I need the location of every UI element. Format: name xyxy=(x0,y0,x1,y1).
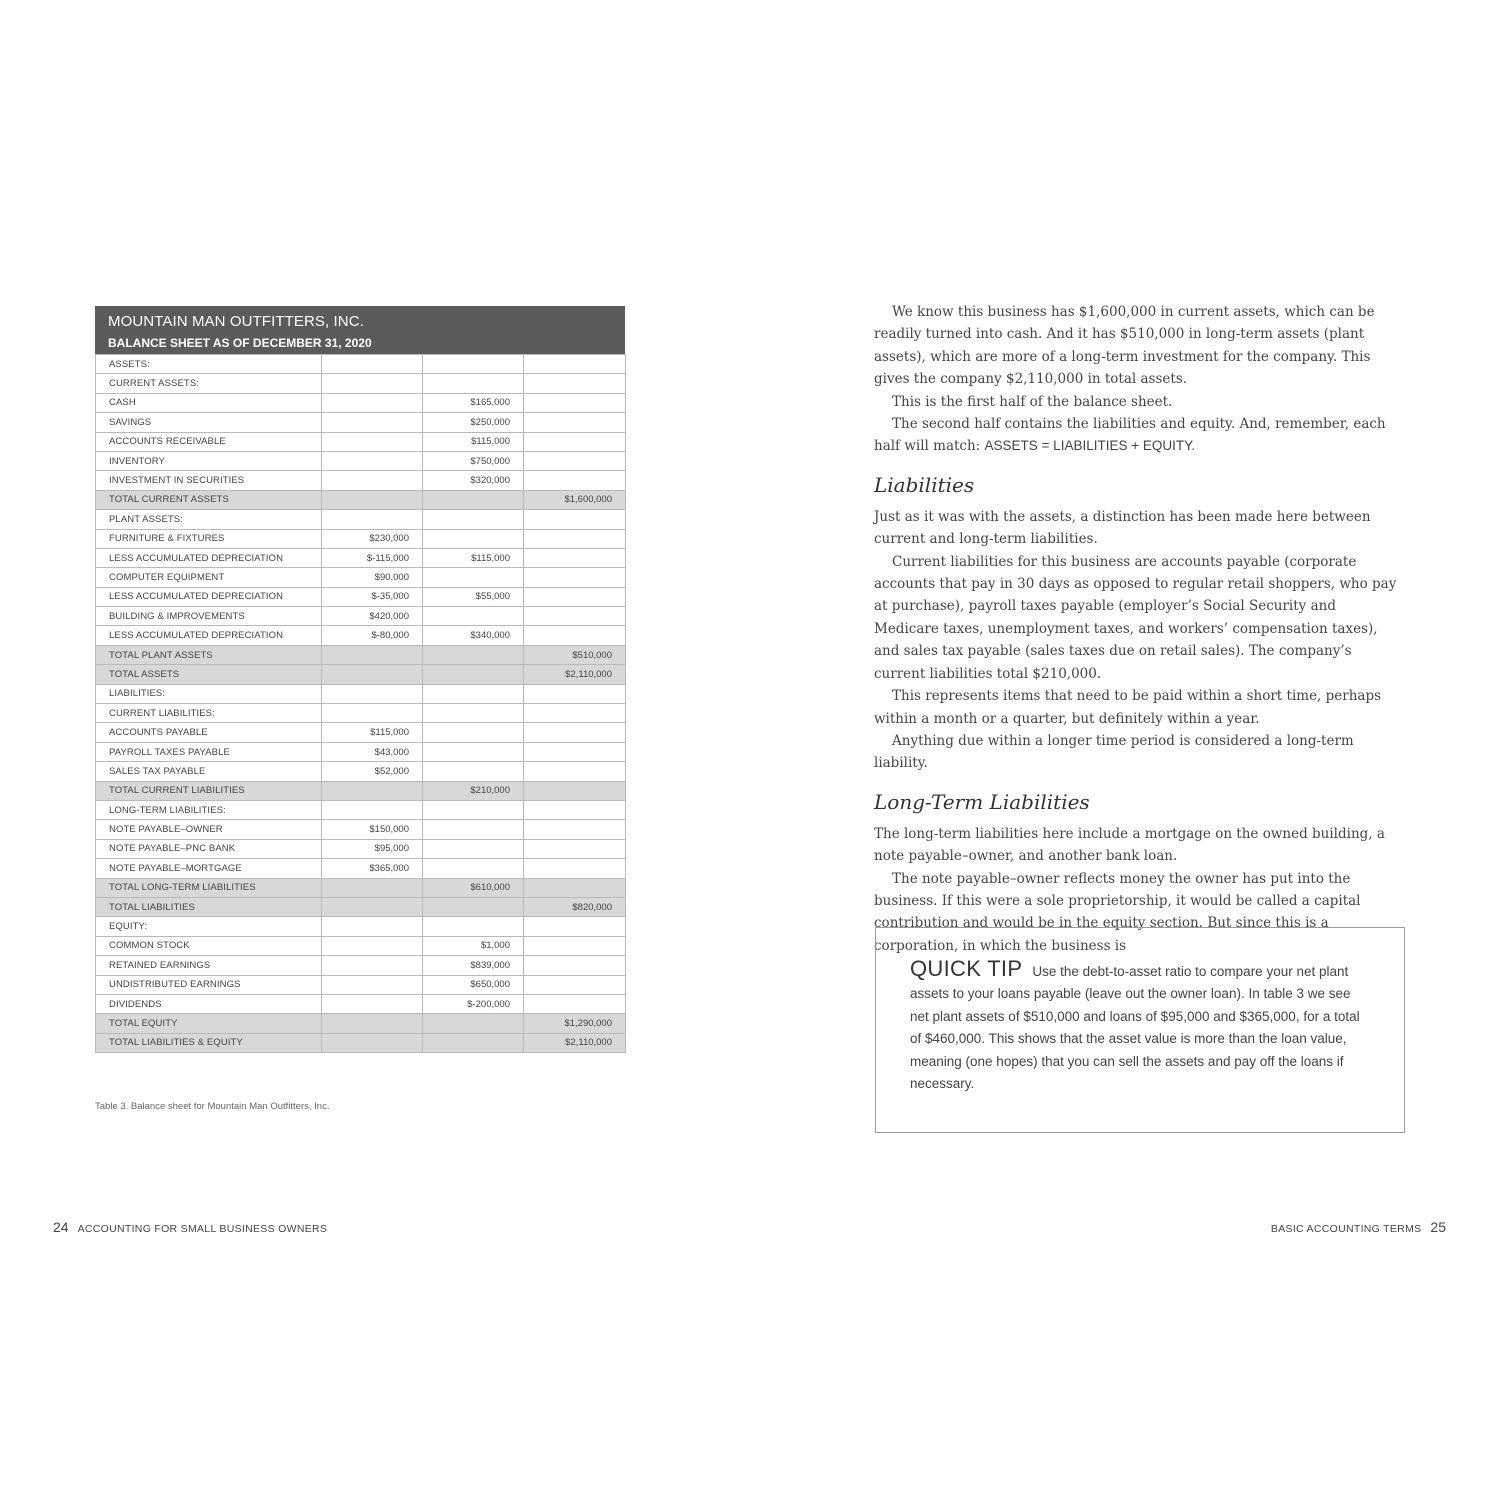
section-heading-long-term-liabilities: Long-Term Liabilities xyxy=(874,789,1090,814)
cell-col3 xyxy=(524,451,626,470)
cell-col3 xyxy=(524,607,626,626)
cell-col2 xyxy=(423,704,524,723)
row-label: COMPUTER EQUIPMENT xyxy=(96,568,322,587)
row-label: PAYROLL TAXES PAYABLE xyxy=(96,742,322,761)
cell-col3: $2,110,000 xyxy=(524,1033,626,1052)
cell-col2 xyxy=(423,355,524,374)
cell-col1: $-35,000 xyxy=(322,587,423,606)
row-label: SAVINGS xyxy=(96,413,322,432)
cell-col3: $2,110,000 xyxy=(524,665,626,684)
table-row xyxy=(96,548,626,567)
row-label: INVENTORY xyxy=(96,451,322,470)
paragraph: The note payable–owner reflects money the owner has put into the business. If this were a sole proprietorship, it would be called a capital contribution and would be in the equity section. But since this is a corporation, in which the business is xyxy=(874,870,1361,954)
balance-sheet-subtitle: BALANCE SHEET AS OF DECEMBER 31, 2020 xyxy=(108,336,372,350)
cell-col2 xyxy=(423,723,524,742)
table-row xyxy=(96,859,626,878)
cell-col1 xyxy=(322,645,423,664)
cell-col2: $250,000 xyxy=(423,413,524,432)
row-label: TOTAL CURRENT ASSETS xyxy=(96,490,322,509)
cell-col3 xyxy=(524,548,626,567)
row-label: SALES TAX PAYABLE xyxy=(96,762,322,781)
cell-col1: $95,000 xyxy=(322,839,423,858)
cell-col2 xyxy=(423,762,524,781)
cell-col2 xyxy=(423,1014,524,1033)
row-label: CURRENT ASSETS: xyxy=(96,374,322,393)
cell-col3 xyxy=(524,723,626,742)
cell-col3 xyxy=(524,529,626,548)
row-label: DIVIDENDS xyxy=(96,994,322,1013)
cell-col3 xyxy=(524,839,626,858)
table-row xyxy=(96,762,626,781)
cell-col2 xyxy=(423,917,524,936)
row-label: ACCOUNTS PAYABLE xyxy=(96,723,322,742)
cell-col3 xyxy=(524,781,626,800)
table-row xyxy=(96,471,626,490)
row-label: TOTAL LIABILITIES & EQUITY xyxy=(96,1033,322,1052)
cell-col2 xyxy=(423,645,524,664)
cell-col1: $365,000 xyxy=(322,859,423,878)
paragraph: Anything due within a longer time period is considered a long-term liability. xyxy=(874,732,1354,772)
cell-col1 xyxy=(322,1014,423,1033)
table-row xyxy=(96,393,626,412)
cell-col2 xyxy=(423,742,524,761)
row-label: PLANT ASSETS: xyxy=(96,510,322,529)
table-row xyxy=(96,529,626,548)
cell-col1 xyxy=(322,355,423,374)
footer-right xyxy=(1271,1219,1446,1237)
cell-col3 xyxy=(524,800,626,819)
row-label: NOTE PAYABLE–OWNER xyxy=(96,820,322,839)
cell-col3: $820,000 xyxy=(524,897,626,916)
paragraph xyxy=(874,413,1404,458)
cell-col3 xyxy=(524,994,626,1013)
cell-col1 xyxy=(322,490,423,509)
cell-col2: $115,000 xyxy=(423,432,524,451)
table-row xyxy=(96,956,626,975)
row-label: TOTAL ASSETS xyxy=(96,665,322,684)
cell-col3 xyxy=(524,432,626,451)
paragraph: The long-term liabilities here include a mortgage on the owned building, a note payable–owner, and another bank loan. xyxy=(874,825,1385,865)
table-row xyxy=(96,568,626,587)
cell-col2: $115,000 xyxy=(423,548,524,567)
row-label: INVESTMENT IN SECURITIES xyxy=(96,471,322,490)
cell-col2 xyxy=(423,839,524,858)
cell-col1: $52,000 xyxy=(322,762,423,781)
cell-col1 xyxy=(322,994,423,1013)
row-label: TOTAL EQUITY xyxy=(96,1014,322,1033)
row-label: TOTAL PLANT ASSETS xyxy=(96,645,322,664)
cell-col2 xyxy=(423,510,524,529)
cell-col1: $43,000 xyxy=(322,742,423,761)
row-label: TOTAL LONG-TERM LIABILITIES xyxy=(96,878,322,897)
row-label: ACCOUNTS RECEIVABLE xyxy=(96,432,322,451)
cell-col1 xyxy=(322,471,423,490)
cell-col2: $610,000 xyxy=(423,878,524,897)
row-label: COMMON STOCK xyxy=(96,936,322,955)
cell-col3: $1,290,000 xyxy=(524,1014,626,1033)
cell-col1 xyxy=(322,665,423,684)
table-row xyxy=(96,820,626,839)
cell-col2: $340,000 xyxy=(423,626,524,645)
table-row xyxy=(96,684,626,703)
cell-col3 xyxy=(524,587,626,606)
cell-col2 xyxy=(423,820,524,839)
table-row xyxy=(96,917,626,936)
cell-col3: $510,000 xyxy=(524,645,626,664)
row-label: TOTAL CURRENT LIABILITIES xyxy=(96,781,322,800)
cell-col1 xyxy=(322,878,423,897)
cell-col1: $90,000 xyxy=(322,568,423,587)
cell-col1 xyxy=(322,413,423,432)
balance-sheet xyxy=(95,306,625,1053)
row-label: UNDISTRIBUTED EARNINGS xyxy=(96,975,322,994)
row-label: LESS ACCUMULATED DEPRECIATION xyxy=(96,548,322,567)
row-label: NOTE PAYABLE–PNC BANK xyxy=(96,839,322,858)
row-label: ASSETS: xyxy=(96,355,322,374)
cell-col1: $150,000 xyxy=(322,820,423,839)
cell-col3 xyxy=(524,820,626,839)
cell-col2: $210,000 xyxy=(423,781,524,800)
cell-col3 xyxy=(524,762,626,781)
row-label: LIABILITIES: xyxy=(96,684,322,703)
cell-col2: $1,000 xyxy=(423,936,524,955)
row-label: TOTAL LIABILITIES xyxy=(96,897,322,916)
table-total-row xyxy=(96,490,626,509)
quick-tip-heading: QUICK TIP xyxy=(910,956,1023,981)
cell-col1: $230,000 xyxy=(322,529,423,548)
cell-col2 xyxy=(423,529,524,548)
page-number-left: 24 xyxy=(53,1219,69,1235)
cell-col1 xyxy=(322,451,423,470)
table-row xyxy=(96,355,626,374)
cell-col1: $-80,000 xyxy=(322,626,423,645)
paragraph: Just as it was with the assets, a distinction has been made here between current and long-term liabilities. xyxy=(874,508,1371,548)
running-head-left: ACCOUNTING FOR SMALL BUSINESS OWNERS xyxy=(77,1223,328,1235)
table-total-row xyxy=(96,665,626,684)
table-row xyxy=(96,607,626,626)
paragraph: We know this business has $1,600,000 in current assets, which can be readily turned into cash. And it has $510,000 in long-term assets (plant assets), which are more of a long-term investment for the company. This gives the company $2,110,000 in total assets. xyxy=(874,304,1375,388)
cell-col2 xyxy=(423,800,524,819)
row-label: BUILDING & IMPROVEMENTS xyxy=(96,607,322,626)
cell-col3 xyxy=(524,956,626,975)
cell-col3 xyxy=(524,413,626,432)
table-total-row xyxy=(96,645,626,664)
cell-col3 xyxy=(524,975,626,994)
cell-col1 xyxy=(322,393,423,412)
cell-col2: $839,000 xyxy=(423,956,524,975)
row-label: LESS ACCUMULATED DEPRECIATION xyxy=(96,587,322,606)
cell-col3 xyxy=(524,374,626,393)
cell-col2: $55,000 xyxy=(423,587,524,606)
cell-col1 xyxy=(322,956,423,975)
table-row xyxy=(96,451,626,470)
cell-col3 xyxy=(524,878,626,897)
section-heading-liabilities: Liabilities xyxy=(874,472,975,497)
table-row xyxy=(96,413,626,432)
cell-col1 xyxy=(322,975,423,994)
cell-col2 xyxy=(423,684,524,703)
quick-tip-body: Use the debt-to-asset ratio to compare your net plant assets to your loans payable (leave out the owner loan). In table 3 we see net plant assets of $510,000 and loans of $95,000 and $365,000, for a total of $460,000. This shows that the asset value is more than the loan value, meaning (one hopes) that you can sell the assets and pay off the loans if necessary. xyxy=(910,964,1360,1092)
cell-col2: $-200,000 xyxy=(423,994,524,1013)
cell-col3 xyxy=(524,626,626,645)
table-total-row xyxy=(96,1033,626,1052)
table-total-row xyxy=(96,781,626,800)
cell-col2 xyxy=(423,859,524,878)
table-row xyxy=(96,432,626,451)
cell-col1 xyxy=(322,374,423,393)
running-head-right: BASIC ACCOUNTING TERMS xyxy=(1270,1223,1422,1235)
cell-col1 xyxy=(322,432,423,451)
cell-col2 xyxy=(423,490,524,509)
cell-col3 xyxy=(524,510,626,529)
table-row xyxy=(96,374,626,393)
cell-col2: $650,000 xyxy=(423,975,524,994)
cell-col2 xyxy=(423,1033,524,1052)
table-row xyxy=(96,800,626,819)
table-row xyxy=(96,839,626,858)
cell-col2: $320,000 xyxy=(423,471,524,490)
cell-col3 xyxy=(524,684,626,703)
row-label: CURRENT LIABILITIES: xyxy=(96,704,322,723)
cell-col1: $-115,000 xyxy=(322,548,423,567)
table-total-row xyxy=(96,897,626,916)
cell-col1 xyxy=(322,1033,423,1052)
balance-sheet-header xyxy=(95,306,625,354)
paragraph: This is the first half of the balance sheet. xyxy=(892,393,1173,410)
cell-col2 xyxy=(423,897,524,916)
cell-col3 xyxy=(524,393,626,412)
table-row xyxy=(96,742,626,761)
body-text xyxy=(874,301,1404,957)
table-total-row xyxy=(96,1014,626,1033)
cell-col3: $1,600,000 xyxy=(524,490,626,509)
page-number-right: 25 xyxy=(1430,1219,1446,1235)
cell-col3 xyxy=(524,471,626,490)
cell-col2 xyxy=(423,665,524,684)
cell-col3 xyxy=(524,917,626,936)
cell-col1: $420,000 xyxy=(322,607,423,626)
cell-col1 xyxy=(322,704,423,723)
cell-col1 xyxy=(322,800,423,819)
cell-col3 xyxy=(524,936,626,955)
footer-left xyxy=(53,1219,327,1237)
cell-col3 xyxy=(524,742,626,761)
cell-col3 xyxy=(524,568,626,587)
row-label: LONG-TERM LIABILITIES: xyxy=(96,800,322,819)
row-label: LESS ACCUMULATED DEPRECIATION xyxy=(96,626,322,645)
row-label: RETAINED EARNINGS xyxy=(96,956,322,975)
paragraph-text: The second half contains the liabilities and equity. And, remember, each half will match: xyxy=(874,416,1386,455)
table-row xyxy=(96,994,626,1013)
row-label: EQUITY: xyxy=(96,917,322,936)
cell-col1 xyxy=(322,684,423,703)
table-row xyxy=(96,510,626,529)
table-row xyxy=(96,626,626,645)
accounting-equation: ASSETS = LIABILITIES + EQUITY. xyxy=(984,438,1196,454)
cell-col1 xyxy=(322,781,423,800)
paragraph: Current liabilities for this business are accounts payable (corporate accounts that pay in 30 days as opposed to regular retail shoppers, who pay at purchase), payroll taxes payable (employer’s Social Security and Medicare taxes, unemployment taxes, and workers’ compensation taxes), and sales tax payable (sales taxes due on retail sales). The company’s current liabilities total $210,000. xyxy=(874,553,1397,682)
table-total-row xyxy=(96,878,626,897)
cell-col1 xyxy=(322,936,423,955)
cell-col2 xyxy=(423,374,524,393)
cell-col1 xyxy=(322,917,423,936)
table-caption: Table 3. Balance sheet for Mountain Man Outfitters, Inc. xyxy=(95,1101,330,1112)
table-row xyxy=(96,587,626,606)
row-label: FURNITURE & FIXTURES xyxy=(96,529,322,548)
balance-sheet-table xyxy=(95,354,626,1053)
cell-col1 xyxy=(322,897,423,916)
cell-col1 xyxy=(322,510,423,529)
cell-col3 xyxy=(524,704,626,723)
cell-col3 xyxy=(524,355,626,374)
cell-col3 xyxy=(524,859,626,878)
table-row xyxy=(96,723,626,742)
cell-col2 xyxy=(423,568,524,587)
table-row xyxy=(96,704,626,723)
balance-sheet-title: MOUNTAIN MAN OUTFITTERS, INC. xyxy=(108,313,364,330)
table-row xyxy=(96,975,626,994)
cell-col2 xyxy=(423,607,524,626)
cell-col1: $115,000 xyxy=(322,723,423,742)
row-label: NOTE PAYABLE–MORTGAGE xyxy=(96,859,322,878)
quick-tip-box xyxy=(875,927,1405,1133)
row-label: CASH xyxy=(96,393,322,412)
table-row xyxy=(96,936,626,955)
cell-col2: $165,000 xyxy=(423,393,524,412)
paragraph: This represents items that need to be paid within a short time, perhaps within a month or a quarter, but definitely within a year. xyxy=(874,688,1382,727)
cell-col2: $750,000 xyxy=(423,451,524,470)
